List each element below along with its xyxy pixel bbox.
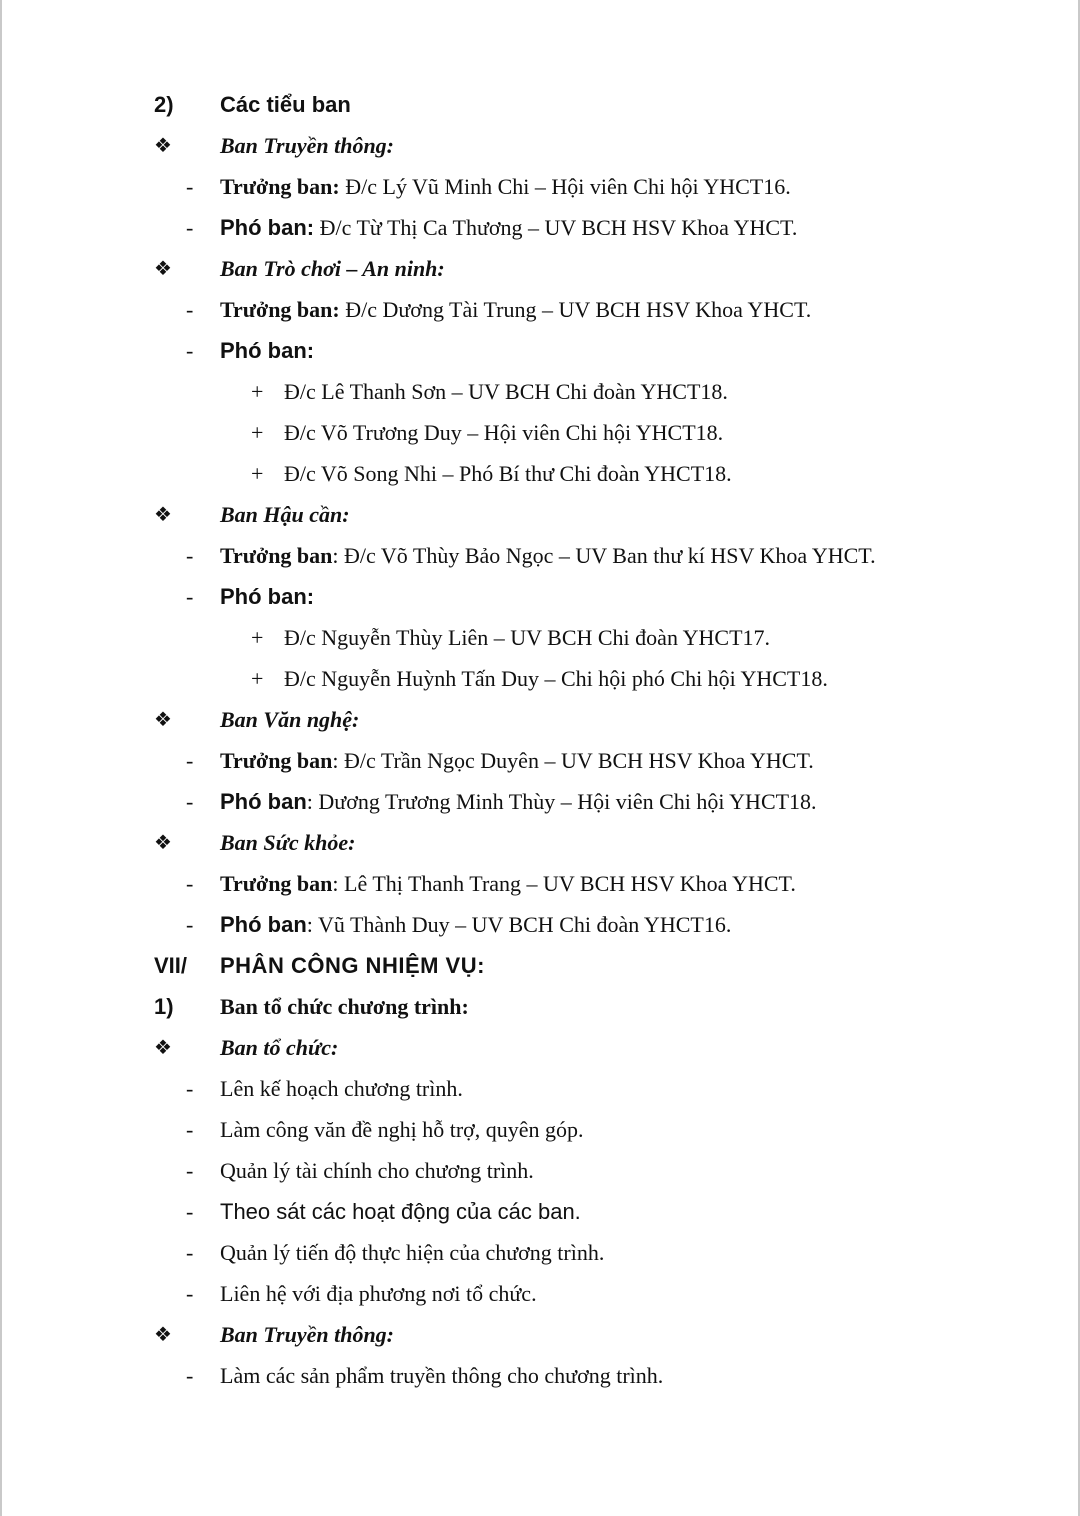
document-line-diamond	[0, 494, 1080, 535]
line-text	[220, 330, 314, 371]
line-text	[220, 494, 350, 535]
list-bullet: -	[186, 1076, 194, 1101]
text-segment: Ban tổ chức chương trình:	[220, 994, 469, 1019]
document-line-diamond	[0, 248, 1080, 289]
line-text	[220, 289, 811, 330]
document-line-head	[0, 986, 1080, 1027]
line-text	[284, 453, 732, 494]
document-line-plus	[0, 617, 1080, 658]
text-segment: Ban Sức khỏe:	[220, 830, 356, 855]
document-line-dash	[0, 904, 1080, 945]
list-bullet: -	[186, 748, 194, 773]
document-line-dash	[0, 1355, 1080, 1396]
document-line-plus	[0, 371, 1080, 412]
document-line-head	[0, 84, 1080, 125]
document-line-diamond	[0, 822, 1080, 863]
document-line-dash	[0, 740, 1080, 781]
list-bullet: -	[186, 912, 194, 937]
list-bullet: +	[251, 420, 264, 445]
text-segment: Đ/c Từ Thị Ca Thương – UV BCH HSV Khoa YHCT.	[314, 215, 798, 240]
text-segment: Phó ban:	[220, 338, 315, 363]
line-text	[220, 1191, 581, 1232]
text-segment: Trưởng ban	[220, 748, 333, 773]
line-text	[220, 904, 731, 945]
text-segment: Ban Trò chơi – An ninh:	[220, 256, 445, 281]
text-segment: Đ/c Lý Vũ Minh Chi – Hội viên Chi hội YHCT16.	[339, 174, 791, 199]
text-segment: : Dương Trương Minh Thùy – Hội viên Chi hội YHCT18.	[306, 789, 817, 814]
list-bullet: -	[186, 338, 194, 363]
line-text	[220, 1232, 604, 1273]
list-bullet: -	[186, 1363, 194, 1388]
text-segment: : Đ/c Trần Ngọc Duyên – UV BCH HSV Khoa YHCT.	[332, 748, 814, 773]
line-text	[220, 863, 796, 904]
text-segment: Phó ban	[220, 912, 307, 937]
diamond-bullet-icon: ❖	[154, 502, 172, 526]
line-text	[220, 1150, 534, 1191]
line-text	[220, 986, 469, 1027]
line-text	[220, 1109, 584, 1150]
document-line-dash	[0, 863, 1080, 904]
document-line-dash	[0, 1191, 1080, 1232]
line-text	[220, 84, 351, 125]
list-bullet: -	[186, 174, 194, 199]
line-text	[284, 371, 728, 412]
document-line-dash	[0, 1150, 1080, 1191]
text-segment: Phó ban:	[220, 215, 315, 240]
list-bullet: -	[186, 543, 194, 568]
line-text	[220, 781, 817, 822]
document-line-head	[0, 945, 1080, 986]
text-segment: Quản lý tài chính cho chương trình.	[220, 1158, 534, 1183]
text-segment: Đ/c Võ Trương Duy – Hội viên Chi hội YHCT18.	[284, 420, 724, 445]
diamond-bullet-icon: ❖	[154, 256, 172, 280]
document-line-dash	[0, 1232, 1080, 1273]
list-bullet: -	[186, 215, 194, 240]
list-bullet: +	[251, 461, 264, 486]
document-line-diamond	[0, 125, 1080, 166]
document-line-plus	[0, 453, 1080, 494]
text-segment: Trưởng ban:	[220, 297, 340, 322]
text-segment: Đ/c Nguyễn Thùy Liên – UV BCH Chi đoàn YHCT17.	[284, 625, 771, 650]
line-text	[220, 1068, 463, 1109]
line-text	[284, 617, 770, 658]
text-segment: Ban Truyền thông:	[220, 1322, 395, 1347]
text-segment: Ban Văn nghệ:	[220, 707, 360, 732]
text-segment: Quản lý tiến độ thực hiện của chương trình.	[220, 1240, 605, 1265]
list-bullet: -	[186, 871, 194, 896]
text-segment: Theo sát các hoạt động của các ban.	[220, 1199, 581, 1224]
line-text	[220, 1355, 663, 1396]
text-segment: Đ/c Nguyễn Huỳnh Tấn Duy – Chi hội phó Chi hội YHCT18.	[284, 666, 828, 691]
text-segment: Liên hệ với địa phương nơi tổ chức.	[220, 1281, 537, 1306]
line-text	[220, 207, 797, 248]
text-segment: Đ/c Lê Thanh Sơn – UV BCH Chi đoàn YHCT18.	[284, 379, 728, 404]
document-line-dash	[0, 781, 1080, 822]
text-segment: Lên kế hoạch chương trình.	[220, 1076, 463, 1101]
list-bullet: -	[186, 584, 194, 609]
text-segment: Trưởng ban:	[220, 174, 340, 199]
text-segment: Làm công văn đề nghị hỗ trợ, quyên góp.	[220, 1117, 584, 1142]
line-text	[220, 166, 791, 207]
text-segment: Làm các sản phẩm truyền thông cho chương trình.	[220, 1363, 664, 1388]
section-number: 1)	[154, 994, 174, 1019]
line-text	[220, 740, 814, 781]
document-line-dash	[0, 1109, 1080, 1150]
list-bullet: -	[186, 1281, 194, 1306]
line-text	[220, 535, 876, 576]
text-segment: Trưởng ban	[220, 871, 333, 896]
list-bullet: -	[186, 1240, 194, 1265]
list-bullet: -	[186, 1199, 194, 1224]
document-line-plus	[0, 658, 1080, 699]
line-text	[220, 822, 355, 863]
document-line-plus	[0, 412, 1080, 453]
document-line-dash	[0, 289, 1080, 330]
list-bullet: +	[251, 625, 264, 650]
section-number: 2)	[154, 92, 174, 117]
text-segment: Trưởng ban	[220, 543, 333, 568]
list-bullet: -	[186, 1158, 194, 1183]
document-line-diamond	[0, 1314, 1080, 1355]
diamond-bullet-icon: ❖	[154, 133, 172, 157]
line-text	[220, 1314, 394, 1355]
document-line-dash	[0, 330, 1080, 371]
line-text	[284, 658, 828, 699]
document-line-dash	[0, 207, 1080, 248]
document-line-dash	[0, 535, 1080, 576]
text-segment: Phó ban	[220, 789, 307, 814]
text-segment: : Vũ Thành Duy – UV BCH Chi đoàn YHCT16.	[306, 912, 732, 937]
line-text	[220, 945, 485, 986]
document-line-dash	[0, 1273, 1080, 1314]
list-bullet: +	[251, 666, 264, 691]
line-text	[220, 699, 359, 740]
line-text	[220, 248, 445, 289]
line-text	[220, 1273, 537, 1314]
line-text	[220, 1027, 338, 1068]
text-segment: Các tiểu ban	[220, 92, 351, 117]
section-number: VII/	[154, 953, 188, 978]
diamond-bullet-icon: ❖	[154, 1035, 172, 1059]
document-line-dash	[0, 1068, 1080, 1109]
text-segment: Ban Hậu cần:	[220, 502, 350, 527]
list-bullet: +	[251, 379, 264, 404]
text-segment: Đ/c Dương Tài Trung – UV BCH HSV Khoa YHCT.	[339, 297, 812, 322]
diamond-bullet-icon: ❖	[154, 830, 172, 854]
diamond-bullet-icon: ❖	[154, 1322, 172, 1346]
document-line-diamond	[0, 699, 1080, 740]
line-text	[220, 125, 394, 166]
text-segment: : Đ/c Võ Thùy Bảo Ngọc – UV Ban thư kí HSV Khoa YHCT.	[332, 543, 876, 568]
text-segment: Phó ban:	[220, 584, 315, 609]
line-text	[220, 576, 314, 617]
text-segment: Ban tổ chức:	[220, 1035, 339, 1060]
document-line-dash	[0, 166, 1080, 207]
document-body	[0, 84, 1080, 1396]
text-segment: Ban Truyền thông:	[220, 133, 395, 158]
list-bullet: -	[186, 297, 194, 322]
text-segment: Đ/c Võ Song Nhi – Phó Bí thư Chi đoàn YHCT18.	[284, 461, 732, 486]
line-text	[284, 412, 723, 453]
list-bullet: -	[186, 1117, 194, 1142]
text-segment: : Lê Thị Thanh Trang – UV BCH HSV Khoa YHCT.	[332, 871, 796, 896]
text-segment: PHÂN CÔNG NHIỆM VỤ:	[220, 953, 485, 978]
list-bullet: -	[186, 789, 194, 814]
document-line-dash	[0, 576, 1080, 617]
document-line-diamond	[0, 1027, 1080, 1068]
diamond-bullet-icon: ❖	[154, 707, 172, 731]
